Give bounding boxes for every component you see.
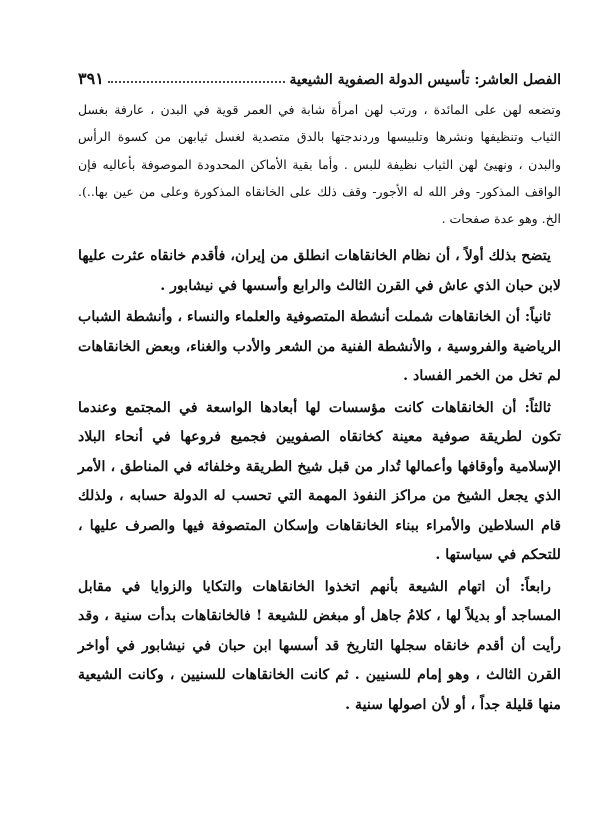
- running-title: الفصل العاشر: تأسيس الدولة الصفوية الشيعية: [289, 72, 561, 88]
- paragraph-fourth: رابعاً: أن اتهام الشيعة بأنهم اتخذوا الخانقاهات والتكايا والزوايا في مقابل المساجد أو بديلاً لها ، كلامُ جاهل أو مبغض للشيعة ! فالخانقاهات بدأت سنية ، وقد رأيت أن أقدم خانقاه سجلها التاريخ قد أسسها ابن حبان في نيشابور في أواخر القرن الثالث ، وهو إمام للسنيين . ثم كانت الخانقاهات للسنيين ، وكانت الشيعية منها قليلة جداً ، أو لأن اصولها سنية .: [78, 578, 561, 713]
- page-body: [78, 96, 561, 722]
- page-number: ٣٩١: [78, 69, 104, 88]
- page-header: [78, 58, 561, 88]
- paragraph-first: يتضح بذلك أولاً ، أن نظام الخانقاهات انطلق من إيران، فأقدم خانقاه عثرت عليها لابن حبان الذي عاش في القرن الثالث والرابع وأسسها في نيشابور .: [78, 248, 561, 294]
- paragraph-third: ثالثاً: أن الخانقاهات كانت مؤسسات لها أبعادها الواسعة في المجتمع وعندما تكون لطريقة صوفية معينة كخانقاه الصفويين فجميع فروعها في أنحاء البلاد الإسلامية وأوقافها وأعمالها تُدار من قبل شيخ الطريقة وخلفائه في المناطق ، الأمر الذي يجعل الشيخ من مراكز النفوذ المهمة التي تحسب له الدولة حسابه ، ولذلك قام السلاطين والأمراء ببناء الخانقاهات وإسكان المتصوفة فيها والصرف عليها ، للتحكم في سياستها .: [78, 399, 561, 564]
- quoted-passage: وتضعه لهن على المائدة ، ورتب لهن امرأة شابة في العمر قوية في البدن ، عارفة بغسل الثياب وتنظيفها ونشرها وتلبيسها وردندجتها بالدق متصدية لغسل ثيابهن من كسوة الرأس والبدن ، ونهيئ لهن الثياب نظيفة للبس . وأما بقية الأماكن المحدودة الموصوفة بأعاليه فإن الواقف المذكور- وفر الله له الأجور- وقف ذلك على الخانقاه المذكورة وعلى من عين بها..). الخ. وهو عدة صفحات .: [78, 102, 561, 227]
- paragraph-second: ثانياً: أن الخانقاهات شملت أنشطة المتصوفية والعلماء والنساء ، وأنشطة الشباب الرياضية والفروسية ، والأنشطة الفنية من الشعر والأدب والغناء، وبعض الخانقاهات لم تخل من الخمر الفساد .: [78, 309, 561, 385]
- header-dot-leader: [108, 80, 286, 83]
